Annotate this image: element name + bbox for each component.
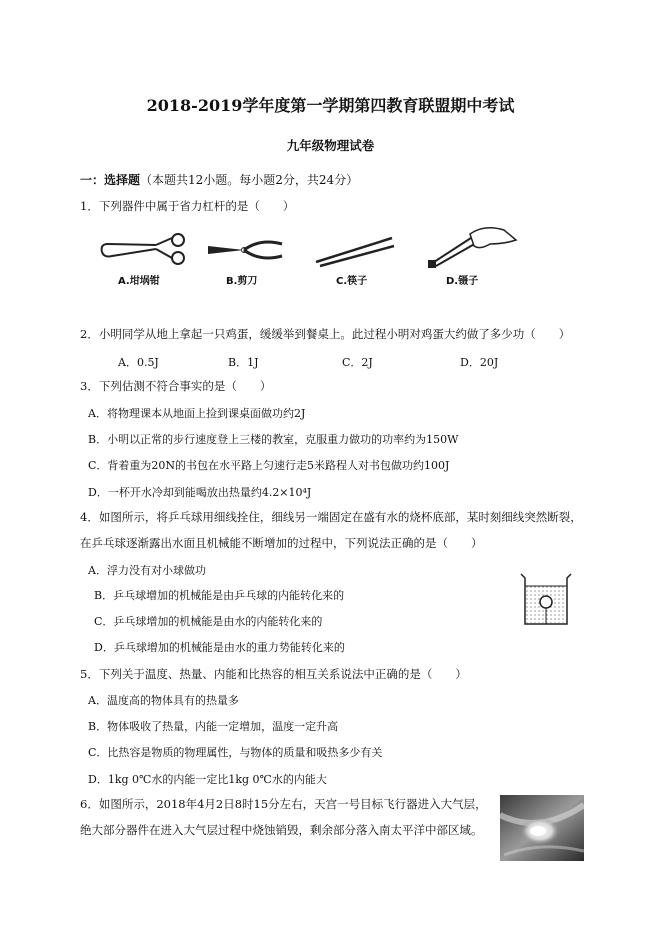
q2-option-c: C．2J [342, 356, 373, 369]
scissors-figure [206, 236, 286, 266]
q3-stem: 3．下列估测不符合事实的是（ ） [80, 379, 272, 393]
section-note: （本题共12小题。每小题2分，共24分） [140, 173, 359, 187]
q1-caption-a: A.坩埚钳 [118, 276, 160, 287]
exam-title: 2018-2019学年度第一学期第四教育联盟期中考试 [146, 96, 515, 115]
tweezers-figure [424, 222, 520, 270]
q3-option-d: D．一杯开水冷却到能喝放出热量约4.2×10⁴J [88, 486, 312, 499]
q5-option-c: C．比热容是物质的物理属性，与物体的质量和吸热多少有关 [88, 746, 383, 759]
q4-option-b: B．乒乓球增加的机械能是由乒乓球的内能转化来的 [94, 589, 345, 602]
q5-stem: 5．下列关于温度、热量、内能和比热容的相互关系说法中正确的是（ ） [80, 667, 467, 681]
q2-option-b: B．1J [228, 356, 259, 369]
q5-option-d: D．1kg 0℃水的内能一定比1kg 0℃水的内能大 [88, 773, 327, 786]
q4-option-d: D．乒乓球增加的机械能是由水的重力势能转化来的 [94, 641, 345, 654]
q1-stem: 1．下列器件中属于省力杠杆的是（ ） [80, 199, 295, 213]
q4-stem: 4．如图所示，将乒乓球用细线拴住，细线另一端固定在盛有水的烧杯底部，某时刻细线突然断裂， [80, 510, 582, 524]
crucible-tongs-figure [98, 232, 194, 268]
tiangong-reentry-photo [500, 795, 584, 861]
exam-subtitle: 九年级物理试卷 [286, 138, 375, 153]
q4-option-a: A．浮力没有对小球做功 [88, 564, 206, 577]
q3-option-c: C．背着重为20N的书包在水平路上匀速行走5米路程人对书包做功约100J [88, 459, 450, 472]
q6-stem-continued: 绝大部分器件在进入大气层过程中烧蚀销毁，剩余部分落入南太平洋中部区域。 [80, 823, 483, 837]
q3-option-b: B．小明以正常的步行速度登上三楼的教室，克服重力做功的功率约为150W [88, 433, 459, 446]
q3-option-a: A．将物理课本从地面上捡到课桌面做功约2J [88, 407, 306, 420]
section-header [80, 171, 358, 188]
beaker-ping-pong-figure [518, 570, 578, 630]
q2-option-a: A．0.5J [118, 356, 159, 369]
q5-option-b: B．物体吸收了热量，内能一定增加，温度一定升高 [88, 720, 339, 733]
q1-caption-c: C.筷子 [336, 276, 368, 287]
section-label: 一：选择题 [80, 173, 141, 187]
q1-caption-b: B.剪刀 [226, 276, 258, 287]
q4-stem-continued: 在乒乓球逐渐露出水面且机械能不断增加的过程中，下列说法正确的是（ ） [80, 536, 483, 550]
q2-option-d: D．20J [460, 356, 499, 369]
q5-option-a: A．温度高的物体具有的热量多 [88, 694, 239, 707]
q4-option-c: C．乒乓球增加的机械能是由水的内能转化来的 [94, 615, 323, 628]
q1-caption-d: D.镊子 [446, 276, 479, 287]
q6-stem: 6．如图所示，2018年4月2日8时15分左右，天宫一号目标飞行器进入大气层， [80, 797, 487, 811]
chopsticks-figure [314, 232, 396, 268]
q2-stem: 2．小明同学从地上拿起一只鸡蛋，缓缓举到餐桌上。此过程小明对鸡蛋大约做了多少功（ ） [80, 327, 571, 341]
